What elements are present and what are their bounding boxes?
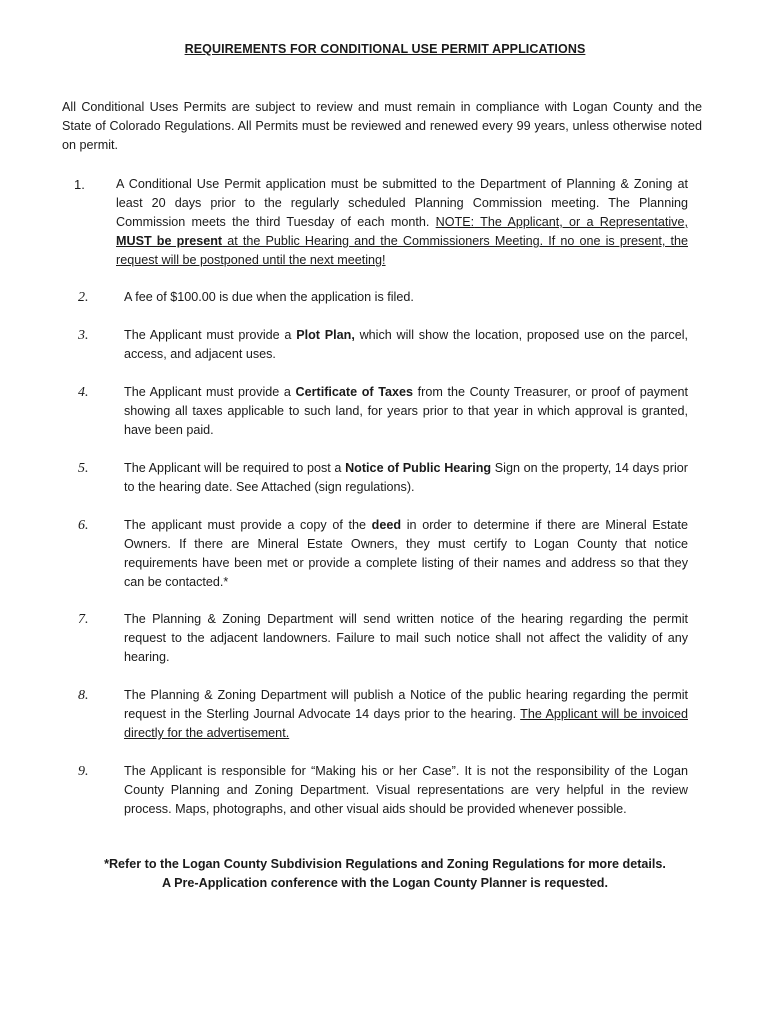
footer-line-1: *Refer to the Logan County Subdivision Regulations and Zoning Regulations for more details. [104, 857, 666, 871]
intro-paragraph: All Conditional Uses Permits are subject to review and must remain in compliance with Logan County and the State of Colorado Regulations. All Permits must be reviewed and renewed every 99 years, unless otherwise noted on permit. [62, 100, 702, 152]
item-text: The applicant must provide a copy of the deed in order to determine if there are Mineral Estate Owners. If there are Mineral Estate Owners, they must certify to Logan County that notice requirements have been met or provide a complete listing of their names and address so that they can be contacted.* [124, 518, 688, 589]
item-number: 5. [78, 461, 89, 476]
item-text: A fee of $100.00 is due when the application is filed. [124, 290, 414, 304]
footer-notes [0, 855, 770, 893]
item-number: 8. [78, 688, 89, 703]
item-text: The Applicant will be required to post a Notice of Public Hearing Sign on the property, 14 days prior to the hearing date. See Attached (sign regulations). [124, 461, 688, 494]
item-number: 9. [78, 764, 89, 779]
item-number: 4. [78, 385, 89, 400]
footer-line-2: A Pre-Application conference with the Logan County Planner is requested. [162, 876, 608, 890]
item-number: 7. [78, 612, 89, 627]
item-number: 2. [78, 290, 89, 305]
note-text: NOTE: The Applicant, or a Representative, MUST be present at the Public Hearing and the Commissioners Meeting. If no one is present, the request will be postponed until the next meeting! [116, 215, 688, 267]
item-text: The Planning & Zoning Department will publish a Notice of the public hearing regarding the permit request in the Sterling Journal Advocate 14 days prior to the hearing. The Applicant will be invoiced directly for the advertisement. [124, 688, 688, 740]
item-number: 3. [78, 328, 89, 343]
item-text: The Planning & Zoning Department will send written notice of the hearing regarding the permit request to the adjacent landowners. Failure to mail such notice shall not affect the validity of any hearing. [124, 612, 688, 664]
item-text: The Applicant must provide a Certificate of Taxes from the County Treasurer, or proof of payment showing all taxes applicable to such land, for years prior to that year in which approval is granted, have been paid. [124, 385, 688, 437]
item-text: The Applicant must provide a Plot Plan, which will show the location, proposed use on the parcel, access, and adjacent uses. [124, 328, 688, 361]
item-text: A Conditional Use Permit application must be submitted to the Department of Planning & Zoning at least 20 days prior to the regularly scheduled Planning Commission meeting. The Planning Commission meets the third Tuesday of each month. NOTE: The Applicant, or a Representative, MUST be present at the Public Hearing and the Commissioners Meeting. If no one is present, the request will be postponed until the next meeting! [116, 177, 688, 267]
item-number: 1. [74, 177, 85, 192]
must-be-present: MUST be present [116, 234, 223, 248]
document-title: REQUIREMENTS FOR CONDITIONAL USE PERMIT APPLICATIONS [184, 42, 586, 56]
item-number: 6. [78, 518, 89, 533]
item-text: The Applicant is responsible for “Making his or her Case”. It is not the responsibility of the Logan County Planning and Zoning Department. Visual representations are very helpful in the review process. Maps, photographs, and other visual aids should be provided whenever possible. [124, 764, 688, 816]
